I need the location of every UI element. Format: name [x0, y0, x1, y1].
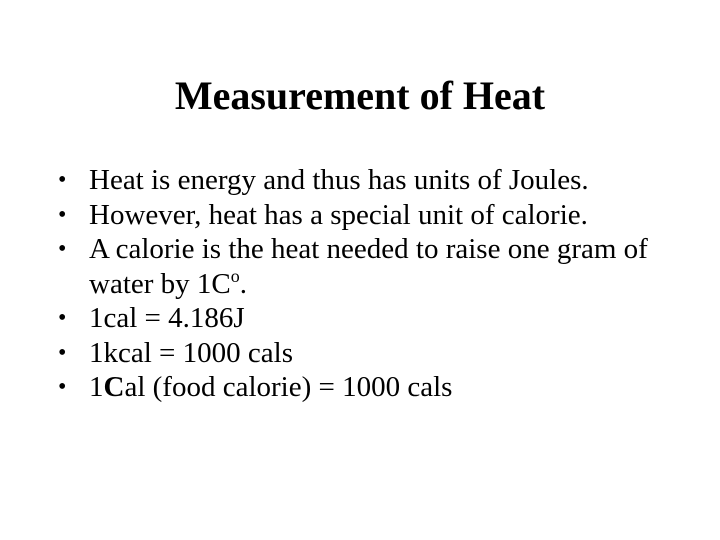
bullet-item	[58, 336, 698, 371]
bullet-item	[58, 301, 698, 336]
bullet-text: However, heat has a special unit of calorie.	[89, 198, 588, 231]
bullet-text-prefix: 1	[89, 371, 104, 403]
bullet-list	[58, 163, 698, 405]
bullet-text-tail: .	[239, 267, 247, 300]
degree-superscript: o	[230, 265, 240, 286]
bullet-text: 1kcal = 1000 cals	[89, 336, 293, 369]
bold-capital-c: C	[103, 371, 125, 403]
bullet-item	[58, 163, 698, 198]
bullet-item	[58, 198, 698, 233]
bullet-text: al (food calorie) = 1000 cals	[124, 371, 453, 403]
bullet-text: A calorie is the heat needed to raise one gram of water by 1C	[89, 233, 648, 300]
bullet-item	[58, 232, 698, 301]
bullet-item	[58, 370, 698, 405]
bullet-text: Heat is energy and thus has units of Joules.	[89, 164, 589, 196]
bullet-text: 1cal = 4.186J	[89, 302, 245, 334]
slide-title: Measurement of Heat	[174, 73, 546, 118]
